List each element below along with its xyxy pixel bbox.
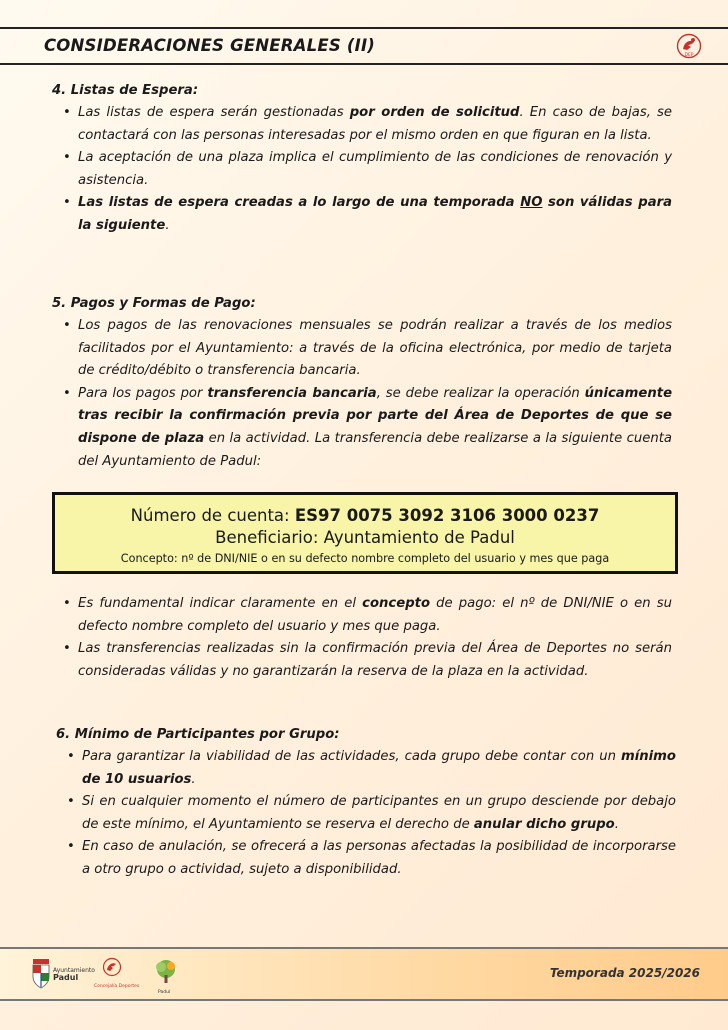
list-item: • Los pagos de las renovaciones mensuales se podrán realizar a través de los medios facilitados por el Ayuntamiento: a través de la oficina electrónica, por medio de tarjeta de crédito/débito o transferencia bancaria. — [52, 315, 672, 383]
section-waiting-lists — [52, 83, 672, 238]
section-title: 5. Pagos y Formas de Pago: — [52, 296, 256, 311]
section-payments-notes — [52, 593, 672, 683]
section-title: 4. Listas de Espera: — [52, 83, 199, 98]
sports-council-logo-icon — [676, 33, 702, 59]
tree-logo-label: Padul — [158, 990, 171, 995]
beneficiary: Beneficiario: Ayuntamiento de Padul — [215, 528, 515, 547]
section-payments — [52, 296, 672, 473]
account-number: Número de cuenta: ES97 0075 3092 3106 3000 0237 — [130, 506, 600, 525]
list-item: • Las listas de espera serán gestionadas por orden de solicitud. En caso de bajas, se contactará con las personas interesadas por el mismo orden en que figuran en la lista. — [52, 102, 672, 147]
list-item: • Las listas de espera creadas a lo largo de una temporada NO son válidas para la siguiente. — [52, 192, 672, 237]
payment-concept: Concepto: nº de DNI/NIE o en su defecto nombre completo del usuario y mes que paga — [120, 552, 610, 565]
list-item: • En caso de anulación, se ofrecerá a las personas afectadas la posibilidad de incorporarse a otro grupo o actividad, sujeto a disponibilidad. — [56, 836, 676, 881]
section-title: 6. Mínimo de Participantes por Grupo: — [56, 727, 340, 742]
sports-council-label: Concejalía Deportes — [94, 984, 140, 989]
list-item: • Para los pagos por transferencia bancaria, se debe realizar la operación únicamente tras recibir la confirmación previa por parte del Área de Deportes de que se dispone de plaza en la actividad. La transferencia debe realizarse a la siguiente cuenta del Ayuntamiento de Padul: — [52, 383, 672, 473]
svg-text:DEP: DEP — [684, 53, 694, 58]
town-hall-label: Ayuntamiento Padul — [53, 967, 95, 982]
list-item: • Para garantizar la viabilidad de las actividades, cada grupo debe contar con un mínimo de 10 usuarios. — [56, 746, 676, 791]
tree-logo-icon — [152, 958, 180, 988]
list-item: • Es fundamental indicar claramente en el concepto de pago: el nº de DNI/NIE o en su defecto nombre completo del usuario y mes que paga. — [52, 593, 672, 638]
season-label: Temporada 2025/2026 — [549, 966, 700, 980]
list-item: • Las transferencias realizadas sin la confirmación previa del Área de Deportes no serán consideradas válidas y no garantizarán la reserva de la plaza en la actividad. — [52, 638, 672, 683]
town-hall-crest-icon — [30, 957, 52, 991]
page-title: CONSIDERACIONES GENERALES (II) — [44, 36, 376, 55]
list-item: • Si en cualquier momento el número de participantes en un grupo desciende por debajo de este mínimo, el Ayuntamiento se reserva el derecho de anular dicho grupo. — [56, 791, 676, 836]
page-header — [0, 27, 728, 65]
bank-account-box — [52, 492, 678, 574]
page-footer — [0, 947, 728, 1001]
section-minimum-participants — [56, 727, 676, 882]
sports-council-footer-logo-icon — [102, 957, 122, 981]
list-item: • La aceptación de una plaza implica el cumplimiento de las condiciones de renovación y asistencia. — [52, 147, 672, 192]
